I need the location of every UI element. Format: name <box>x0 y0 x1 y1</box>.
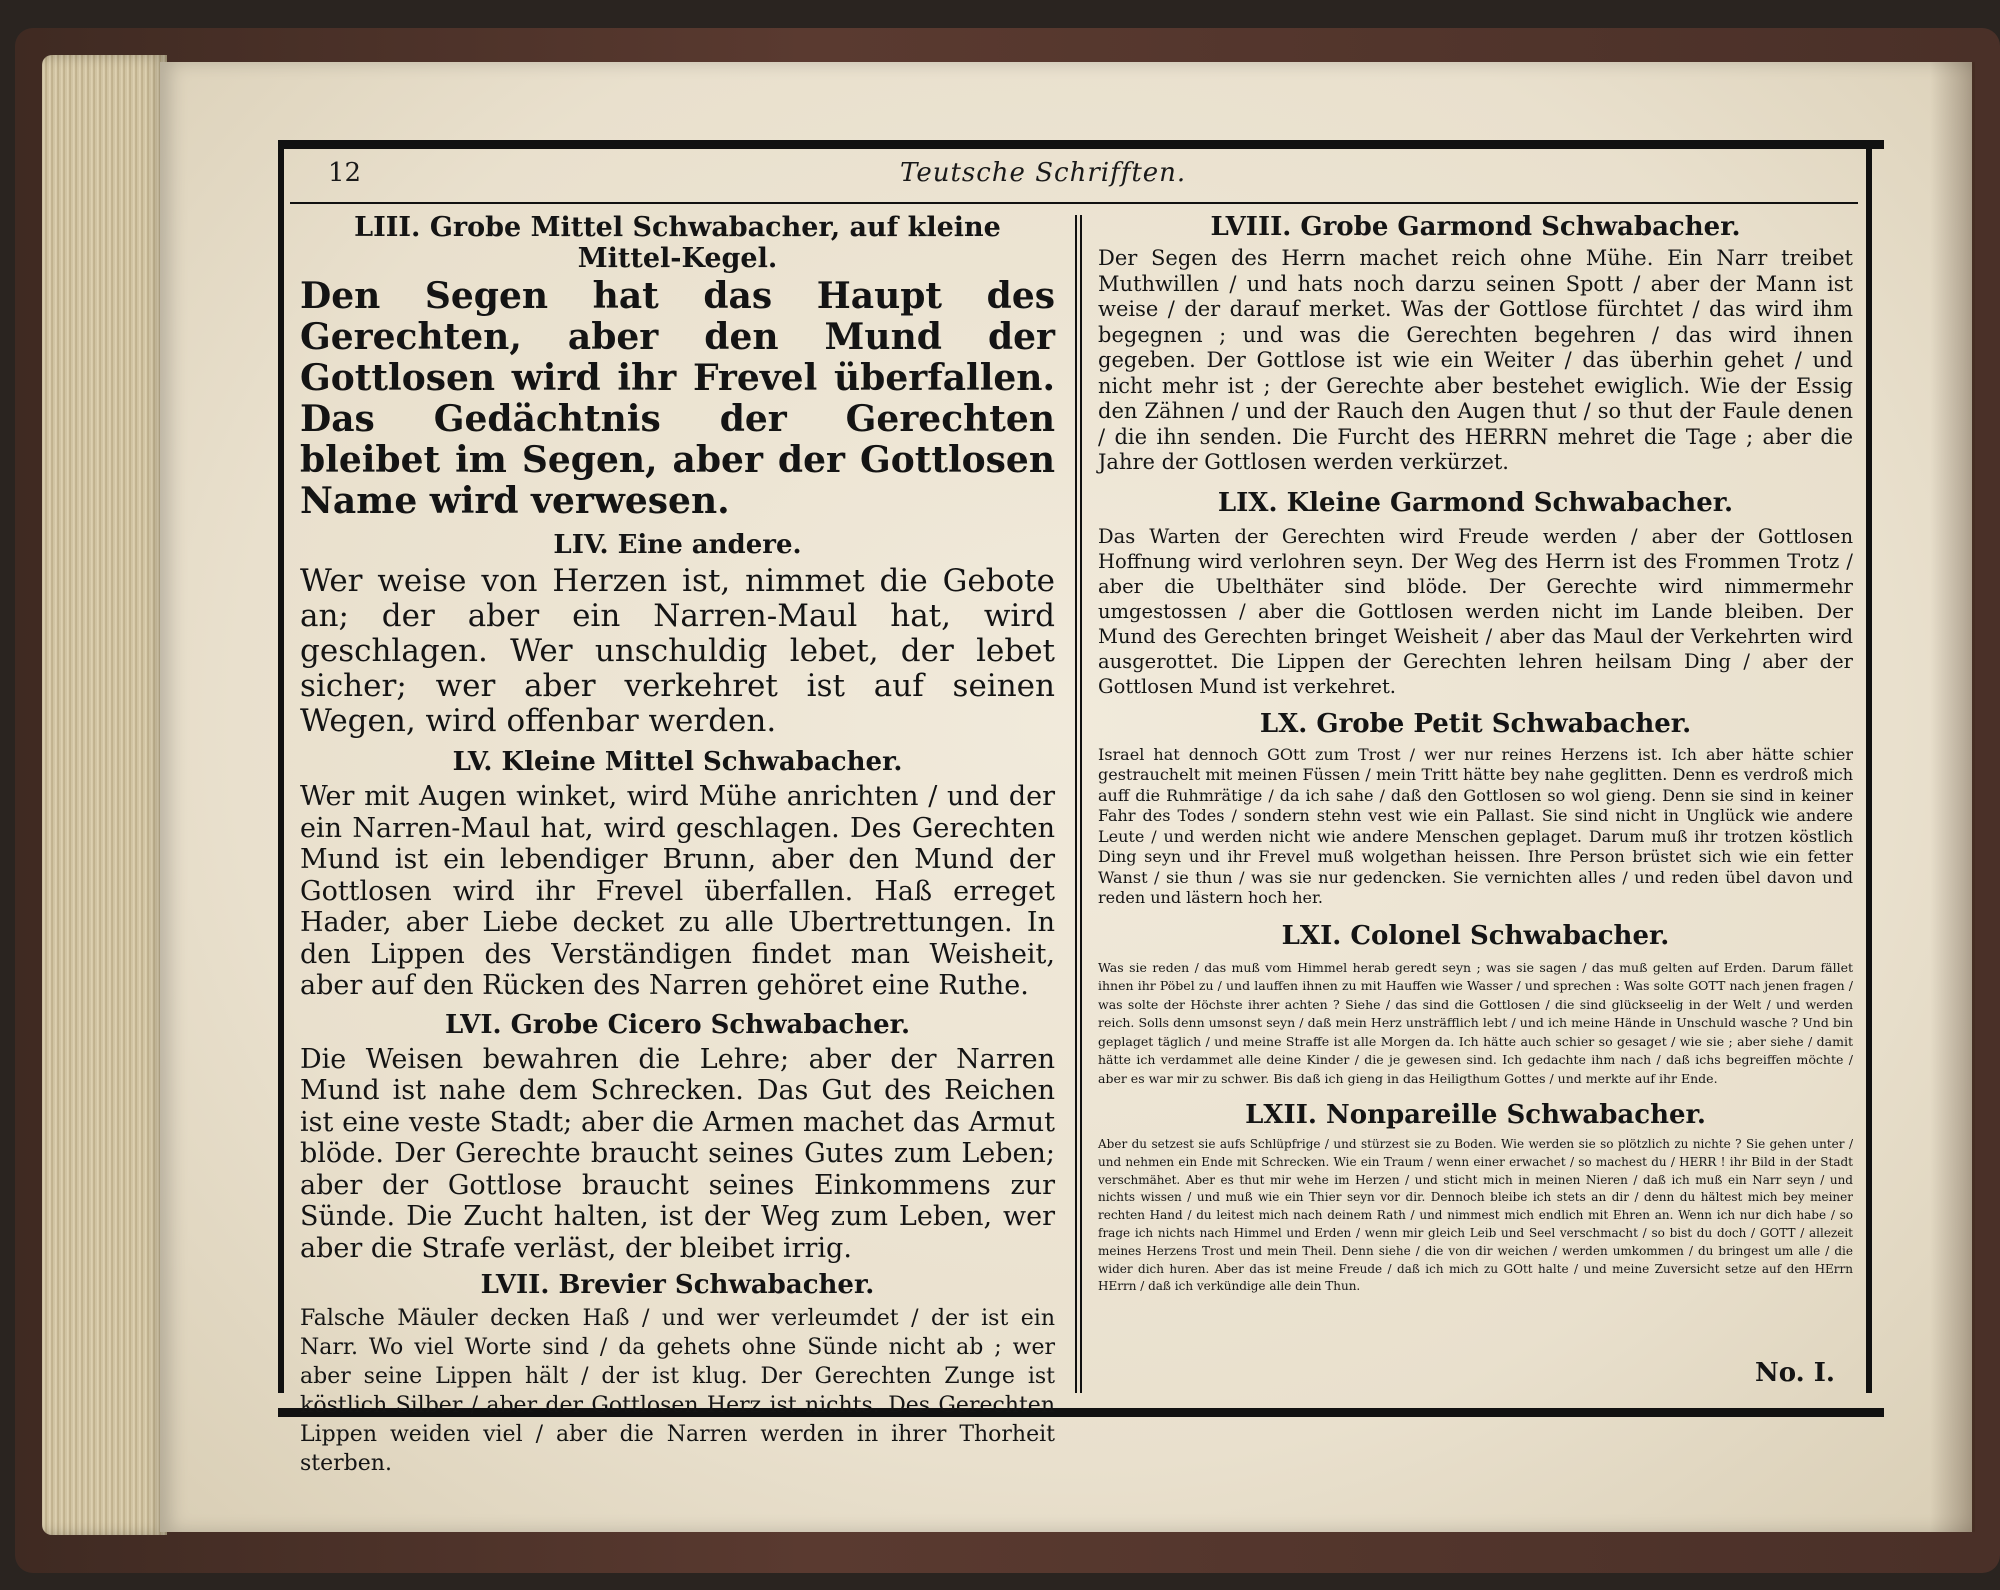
specimen-heading: LVI. Grobe Cicero Schwabacher. <box>444 1009 911 1040</box>
page-edges <box>42 55 167 1535</box>
specimen-heading: LIV. Eine andere. <box>553 530 802 560</box>
specimen-heading: LV. Kleine Mittel Schwabacher. <box>452 747 903 777</box>
specimen-text: Wer weise von Herzen ist, nimmet die Gebote an; der aber ein Narren-Maul hat, wird geschlagen. Wer unschuldig lebet, der lebet sicher; wer aber verkehret ist auf seinen Wegen, wird offenbar werden. <box>300 563 1055 739</box>
specimen-text: Der Segen des Herrn machet reich ohne Mühe. Ein Narr treibet Muthwillen / und hats noch darzu seinen Spott / aber der Mann ist weise / der darauf merket. Was der Gottlose fürchtet / das wird ihm begegnen ; und was die Gerechten begehren / das wird ihnen gegeben. Der Gottlose ist wie ein Weiter / das überhin gehet / und nicht mehr ist ; der Gerechte aber bestehet ewiglich. Wie der Essig den Zähnen / und der Rauch den Augen thut / so thut der Faule denen / die ihn senden. Die Furcht des HERRN mehret die Tage ; aber die Jahre der Gottlosen werden verkürzet. <box>1098 246 1853 474</box>
specimen-heading: LVIII. Grobe Garmond Schwabacher. <box>1210 212 1741 242</box>
specimen-heading: LXII. Nonpareille Schwabacher. <box>1245 1100 1706 1130</box>
spine-shadow <box>1930 62 1975 1532</box>
column-divider <box>1075 215 1082 1393</box>
specimen-text: Was sie reden / das muß vom Himmel herab geredt seyn ; was sie sagen / das muß gelten auf Erden. Darum fället ihnen ihr Pöbel zu / und lauffen ihnen zu mit Hauffen wie Wasser / und sprechen : Was solte GOTT nach jenen fragen / was solte der Höchste ihrer achten ? Siehe / das sind die Gottlosen / die sind glückseelig in der Welt / und werden reich. Solls denn umsonst seyn / daß mein Herz unsträfflich lebt / und ich meine Hände in Unschuld wasche ? Und bin geplaget täglich / und meine Straffe ist alle Morgen da. Ich hätte auch schier so gesaget / wie sie ; aber siehe / damit hätte ich verdammet alle deine Kinder / die je gewesen sind. Ich gedachte ihm nach / daß ichs begreiffen möchte / aber es war mir zu schwer. Bis daß ich gieng in das Heiligthum Gottes / und merkte auf ihr Ende. <box>1098 959 1853 1086</box>
page-number: 12 <box>328 158 362 188</box>
type-specimen-lx <box>1098 709 1853 909</box>
specimen-text: Aber du setzest sie aufs Schlüpfrige / und stürzest sie zu Boden. Wie werden sie so plötzlich zu nichte ? Sie gehen unter / und nehmen ein Ende mit Schrecken. Wie ein Traum / wenn einer erwachet / so machest du / HERR ! ihr Bild in der Stadt verschmähet. Aber es thut mir wehe im Herzen / und sticht mich in meinen Nieren / daß ich muß ein Narr seyn / und nichts wissen / und muß wie ein Thier seyn vor dir. Dennoch bleibe ich stets an dir / denn du hältest mich bey meiner rechten Hand / du leitest mich nach deinem Rath / und nimmest mich endlich mit Ehren an. Wenn ich nur dich habe / so frage ich nichts nach Himmel und Erden / wenn mir gleich Leib und Seel verschmacht / so bist du doch / GOTT / allezeit meines Herzens Trost und mein Theil. Denn siehe / die von dir weichen / werden umkommen / du bringest um alle / die wider dich huren. Aber das ist meine Freude / daß ich mich zu GOtt halte / und meine Zuversicht setze auf den HErrn HErrn / daß ich verkündige alle dein Thun. <box>1098 1137 1853 1294</box>
signature-mark: No. I. <box>1755 1358 1835 1388</box>
header-rule <box>290 202 1858 204</box>
type-specimen-lviii <box>1098 212 1853 476</box>
specimen-text: Wer mit Augen winket, wird Mühe anrichten / und der ein Narren-Maul hat, wird geschlagen. Des Gerechten Mund ist ein lebendiger Brunn, aber den Mund der Gottlosen wird ihr Frevel überfallen. Haß erreget Hader, aber Liebe decket zu alle Ubertrettungen. In den Lippen des Verständigen findet man Weisheit, aber auf den Rücken des Narren gehöret eine Ruthe. <box>300 781 1055 1001</box>
type-specimen-lv <box>300 747 1055 1002</box>
specimen-text: Den Segen hat das Haupt des Gerechten, aber den Mund der Gottlosen wird ihr Frevel überfallen. Das Gedächtnis der Gerechten bleibet im Segen, aber der Gottlosen Name wird verwesen. <box>300 275 1055 522</box>
type-specimen-lxi <box>1098 921 1853 1089</box>
type-specimen-lix <box>1098 488 1853 699</box>
specimen-heading: LXI. Colonel Schwabacher. <box>1281 920 1670 951</box>
specimen-heading: LVII. Brevier Schwabacher. <box>480 1270 875 1300</box>
running-title: Teutsche Schrifften. <box>900 158 1187 188</box>
type-specimen-lvi <box>300 1010 1055 1265</box>
specimen-text: Israel hat dennoch GOtt zum Trost / wer nur reines Herzens ist. Ich aber hätte schier gestrauchelt mit meinen Füssen / mein Tritt hätte bey nahe geglitten. Denn es verdroß mich auff die Ruhmrätige / da ich sahe / daß den Gottlosen so wol gieng. Denn sie sind in keiner Fahr des Todes / sondern stehn vest wie ein Pallast. Sie sind nicht in Unglück wie andere Leute / und werden nicht wie andere Menschen geplaget. Darum muß ihr trotzen köstlich Ding seyn und ihr Frevel muß wolgethan heissen. Ihre Person brüstet sich wie ein fetter Wanst / sie thun / was sie nur gedencken. Sie vernichten alles / und reden übel davon und reden und lästern hoch her. <box>1098 744 1853 907</box>
specimen-heading: LIII. Grobe Mittel Schwabacher, auf kleine Mittel-Kegel. <box>354 212 1001 274</box>
type-specimen-liii <box>300 212 1055 522</box>
specimen-text: Falsche Mäuler decken Haß / und wer verleumdet / der ist ein Narr. Wo viel Worte sind / da gehets ohne Sünde nicht ab ; wer aber seine Lippen hält / der ist klug. Der Gerechten Zunge ist köstlich Silber / aber der Gottlosen Herz ist nichts. Des Gerechten Lippen weiden viel / aber die Narren werden in ihrer Thorheit sterben. <box>300 1306 1055 1476</box>
specimen-text: Die Weisen bewahren die Lehre; aber der Narren Mund ist nahe dem Schrecken. Das Gut des Reichen ist eine veste Stadt; aber die Armen machet das Armut blöde. Der Gerechte braucht seines Gutes zum Leben; aber der Gottlose braucht seines Einkommens zur Sünde. Die Zucht halten, ist der Weg zum Leben, wer aber die Strafe verläst, der bleibet irrig. <box>300 1043 1055 1264</box>
specimen-heading: LX. Grobe Petit Schwabacher. <box>1259 708 1692 739</box>
type-specimen-liv <box>300 530 1055 739</box>
type-specimen-lxii <box>1098 1100 1853 1296</box>
frame-rule-left <box>278 140 284 1393</box>
specimen-heading: LIX. Kleine Garmond Schwabacher. <box>1217 487 1734 518</box>
right-column <box>1098 212 1853 1296</box>
frame-rule-top <box>278 140 1884 149</box>
left-column <box>300 212 1055 1478</box>
type-specimen-lvii <box>300 1270 1055 1478</box>
specimen-text: Das Warten der Gerechten wird Freude werden / aber der Gottlosen Hoffnung wird verlohren seyn. Der Weg des Herrn ist des Frommen Trotz / aber die Ubelthäter sind blöde. Der Gerechte wird nimmermehr umgestossen / aber die Gottlosen werden nicht im Lande bleiben. Der Mund des Gerechten bringet Weisheit / aber das Maul der Verkehrten wird ausgerottet. Die Lippen der Gerechten lehren heilsam Ding / aber der Gottlosen Mund ist verkehret. <box>1098 524 1853 698</box>
frame-rule-right <box>1866 140 1872 1393</box>
